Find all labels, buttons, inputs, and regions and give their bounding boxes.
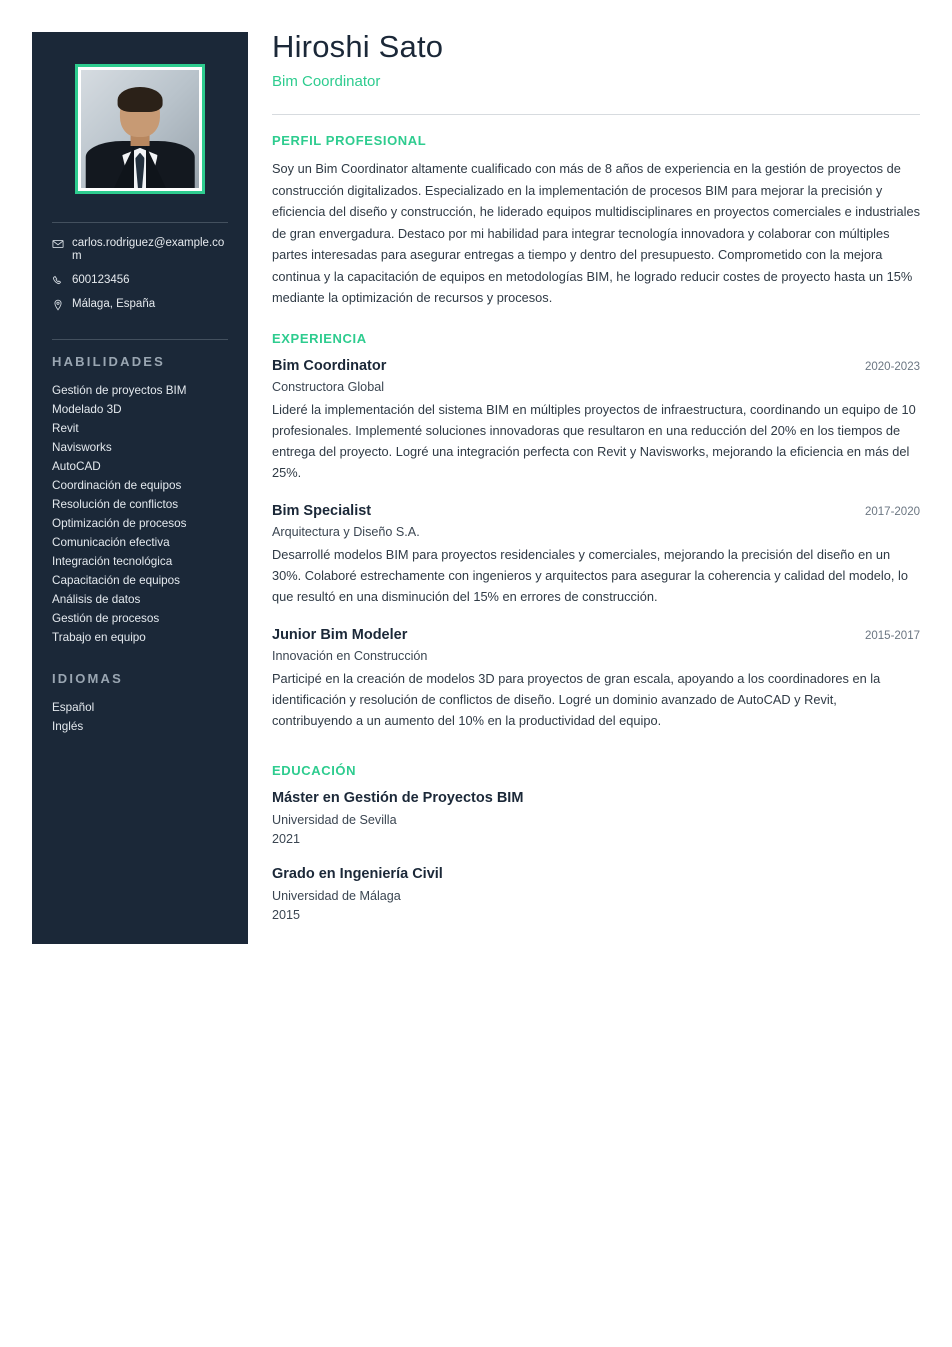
- section-experience: [272, 331, 920, 731]
- contact-email-value: carlos.rodriguez@example.com: [72, 237, 225, 262]
- list-item: Comunicación efectiva: [52, 536, 170, 549]
- list-item: Inglés: [52, 720, 84, 733]
- experience-item: [272, 356, 920, 483]
- contact-location-value: Málaga, España: [72, 298, 156, 310]
- experience-item: [272, 501, 920, 607]
- list-item: Revit: [52, 422, 79, 435]
- section-title-profile: PERFIL PROFESIONAL: [272, 133, 427, 148]
- section-education: [272, 763, 920, 924]
- experience-title: Junior Bim Modeler: [272, 626, 408, 643]
- contact-item-email[interactable]: [52, 237, 228, 263]
- experience-description: Desarrollé modelos BIM para proyectos residenciales y comerciales, mejorando la precisión del diseño en un 30%. Colaboré estrechamente con ingenieros y arquitectos para asegurar la coherencia y calidad del modelo, lo que resultó en una disminución del 15% en errores de construcción.: [272, 546, 908, 604]
- education-title: Máster en Gestión de Proyectos BIM: [272, 789, 524, 806]
- list-item: Coordinación de equipos: [52, 479, 182, 492]
- experience-description: Participé en la creación de modelos 3D para proyectos de gran escala, apoyando a los coordinadores en la identificación y resolución de conflictos de diseño. Logré un dominio avanzado de AutoCAD y Revit, contribuyendo a un aumento del 10% en la productividad del equipo.: [272, 670, 881, 728]
- list-item: Capacitación de equipos: [52, 574, 181, 587]
- header-divider: [272, 114, 920, 115]
- experience-dates: 2015-2017: [865, 629, 920, 642]
- contact-list: [52, 237, 228, 311]
- mail-icon: [52, 237, 72, 250]
- list-item: Integración tecnológica: [52, 555, 173, 568]
- portrait-photo: [81, 70, 199, 188]
- education-year: 2015: [272, 907, 301, 922]
- list-item: Español: [52, 701, 95, 714]
- languages-heading: IDIOMAS: [52, 671, 124, 686]
- main-content: [272, 28, 920, 940]
- experience-company: Innovación en Construcción: [272, 648, 428, 663]
- section-title-education: EDUCACIÓN: [272, 762, 357, 778]
- sidebar-divider-mid: [52, 339, 228, 340]
- education-title: Grado en Ingeniería Civil: [272, 865, 443, 882]
- contact-item-location[interactable]: [52, 298, 228, 311]
- education-year: 2021: [272, 831, 301, 846]
- languages-list: [52, 698, 228, 736]
- experience-title: Bim Specialist: [272, 502, 372, 519]
- avatar: [75, 64, 205, 194]
- education-item: [272, 864, 920, 924]
- experience-description: Lideré la implementación del sistema BIM en múltiples proyectos de infraestructura, coordinando un equipo de 10 profesionales. Implementé soluciones innovadoras que resultaron en una reducción del 20% en los tiempos de entrega del proyecto. Logré una integración perfecta con Revit y Navisworks, mejorando la eficiencia en más del 25%.: [272, 401, 916, 480]
- experience-dates: 2017-2020: [865, 505, 920, 518]
- experience-company: Constructora Global: [272, 379, 384, 394]
- location-icon: [52, 298, 72, 311]
- education-item: [272, 788, 920, 848]
- phone-icon: [52, 274, 72, 287]
- section-title-experience: EXPERIENCIA: [272, 330, 367, 346]
- list-item: AutoCAD: [52, 460, 101, 473]
- list-item: Trabajo en equipo: [52, 631, 146, 644]
- experience-title: Bim Coordinator: [272, 357, 387, 374]
- contact-phone-value: 600123456: [72, 274, 130, 286]
- list-item: Gestión de proyectos BIM: [52, 384, 187, 397]
- list-item: Resolución de conflictos: [52, 498, 179, 511]
- list-item: Navisworks: [52, 441, 112, 454]
- education-school: Universidad de Málaga: [272, 888, 401, 903]
- job-role-subtitle: Bim Coordinator: [272, 73, 381, 90]
- skills-list: [52, 381, 228, 647]
- skills-heading: HABILIDADES: [52, 354, 166, 369]
- list-item: Análisis de datos: [52, 593, 141, 606]
- education-school: Universidad de Sevilla: [272, 812, 397, 827]
- list-item: Optimización de procesos: [52, 517, 187, 530]
- sidebar-divider-top: [52, 222, 228, 223]
- sidebar: [32, 32, 248, 944]
- section-profile: [272, 133, 920, 309]
- list-item: Modelado 3D: [52, 403, 122, 416]
- contact-item-phone[interactable]: [52, 274, 228, 287]
- profile-text: Soy un Bim Coordinator altamente cualificado con más de 8 años de experiencia en la gestión de proyectos de construcción digitalizados. Especializado en la implementación de procesos BIM para mejorar la precisión y eficiencia del diseño y construcción, he liderado equipos multidisciplinares en proyectos comerciales e industriales de gran envergadura. Destaco por mi habilidad para integrar tecnología innovadora y colaborar con múltiples partes interesadas para asegurar entregas a tiempo y dentro del presupuesto. Comprometido con la mejora continua y la capacitación de equipos en metodologías BIM, he logrado reducir costes de proyecto hasta un 15% mediante la optimización de recursos y procesos.: [272, 161, 921, 305]
- list-item: Gestión de procesos: [52, 612, 160, 625]
- experience-company: Arquitectura y Diseño S.A.: [272, 524, 420, 539]
- experience-item: [272, 625, 920, 731]
- page-title: Hiroshi Sato: [272, 29, 444, 64]
- experience-dates: 2020-2023: [865, 360, 920, 373]
